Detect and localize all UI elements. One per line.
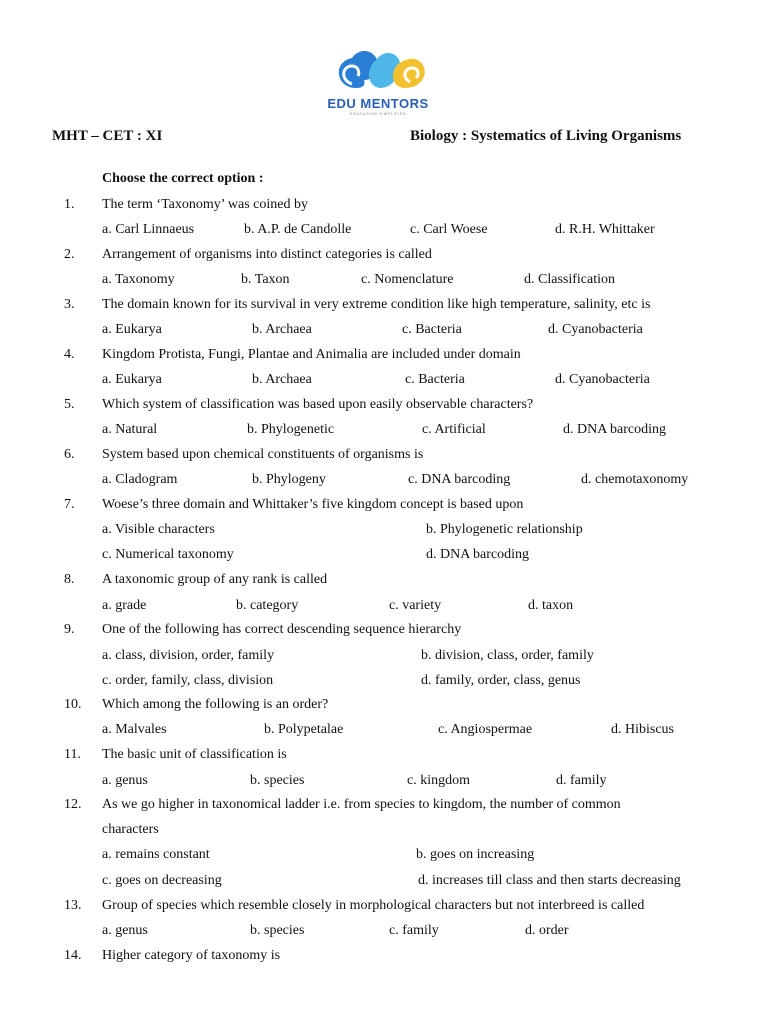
option-c: c. variety [389, 598, 442, 613]
logo-tagline: EDUCATION SIMPLIFIED [349, 111, 407, 116]
question-text: A taxonomic group of any rank is called [102, 572, 328, 587]
option-c: c. family [389, 923, 439, 938]
question-number: 14. [64, 948, 82, 963]
question-text: Arrangement of organisms into distinct categories is called [102, 247, 432, 262]
instruction: Choose the correct option : [102, 171, 264, 186]
option-d: d. family [556, 773, 607, 788]
question-text: Group of species which resemble closely in morphological characters but not interbreed is called [102, 898, 645, 913]
option-c: c. Numerical taxonomy [102, 547, 234, 562]
option-a: a. remains constant [102, 847, 210, 862]
question-number: 13. [64, 898, 82, 913]
option-b: b. Phylogenetic [247, 422, 335, 437]
header-subject: Biology : Systematics of Living Organisms [410, 128, 682, 144]
option-b: b. Phylogeny [252, 472, 326, 487]
question-number: 12. [64, 797, 82, 812]
question-number: 7. [64, 497, 75, 512]
option-d: d. R.H. Whittaker [555, 222, 655, 237]
option-d: d. Cyanobacteria [548, 322, 643, 337]
option-b: b. species [250, 773, 305, 788]
option-b: b. division, class, order, family [421, 648, 594, 663]
question-number: 6. [64, 447, 75, 462]
option-b: b. Archaea [252, 322, 312, 337]
option-d: d. Classification [524, 272, 615, 287]
option-a: a. grade [102, 598, 147, 613]
question-number: 5. [64, 397, 75, 412]
option-d: d. taxon [528, 598, 574, 613]
option-a: a. genus [102, 773, 148, 788]
option-d: d. order [525, 923, 569, 938]
question-number: 4. [64, 347, 75, 362]
option-a: a. Malvales [102, 722, 167, 737]
option-a: a. Visible characters [102, 522, 215, 537]
question-text: Kingdom Protista, Fungi, Plantae and Animalia are included under domain [102, 347, 521, 362]
option-b: b. species [250, 923, 305, 938]
option-d: d. Cyanobacteria [555, 372, 650, 387]
question-text: The domain known for its survival in very extreme condition like high temperature, salinity, etc is [102, 297, 651, 312]
option-c: c. Angiospermae [438, 722, 533, 737]
option-a: a. Eukarya [102, 322, 162, 337]
option-b: b. Taxon [241, 272, 290, 287]
question-text: One of the following has correct descending sequence hierarchy [102, 622, 462, 637]
header-exam: MHT – CET : XI [52, 128, 163, 144]
option-d: d. Hibiscus [611, 722, 674, 737]
option-d: d. chemotaxonomy [581, 472, 689, 487]
option-b: b. Archaea [252, 372, 312, 387]
question-text: Higher category of taxonomy is [102, 948, 281, 963]
question-number: 11. [64, 747, 81, 762]
option-d: d. family, order, class, genus [421, 673, 581, 688]
option-c: c. Bacteria [402, 322, 462, 337]
option-b: b. Polypetalae [264, 722, 344, 737]
question-text: Woese’s three domain and Whittaker’s five kingdom concept is based upon [102, 497, 524, 512]
option-a: a. genus [102, 923, 148, 938]
option-a: a. Eukarya [102, 372, 162, 387]
option-d: d. DNA barcoding [426, 547, 530, 562]
option-c: c. Artificial [422, 422, 486, 437]
question-number: 9. [64, 622, 75, 637]
question-text: Which among the following is an order? [102, 697, 329, 712]
option-a: a. Natural [102, 422, 158, 437]
option-c: c. Nomenclature [361, 272, 454, 287]
question-text-continued: characters [102, 822, 159, 837]
question-number: 8. [64, 572, 75, 587]
option-c: c. Carl Woese [410, 222, 488, 237]
option-d: d. increases till class and then starts decreasing [418, 873, 681, 888]
question-text: As we go higher in taxonomical ladder i.e. from species to kingdom, the number of common [102, 797, 621, 812]
question-text: The term ‘Taxonomy’ was coined by [102, 197, 308, 212]
question-number: 1. [64, 197, 75, 212]
question-number: 10. [64, 697, 82, 712]
question-number: 2. [64, 247, 75, 262]
question-text: Which system of classification was based upon easily observable characters? [102, 397, 534, 412]
option-b: b. A.P. de Candolle [244, 222, 352, 237]
option-a: a. class, division, order, family [102, 648, 275, 663]
option-a: a. Cladogram [102, 472, 178, 487]
question-text: System based upon chemical constituents of organisms is [102, 447, 424, 462]
option-b: b. category [236, 598, 299, 613]
option-d: d. DNA barcoding [563, 422, 667, 437]
option-b: b. Phylogenetic relationship [426, 522, 583, 537]
logo-brand: EDU MENTORS [327, 96, 429, 111]
option-c: c. DNA barcoding [408, 472, 511, 487]
option-b: b. goes on increasing [416, 847, 535, 862]
option-c: c. order, family, class, division [102, 673, 274, 688]
option-c: c. goes on decreasing [102, 873, 222, 888]
option-c: c. kingdom [407, 773, 470, 788]
question-number: 3. [64, 297, 75, 312]
option-a: a. Carl Linnaeus [102, 222, 195, 237]
option-a: a. Taxonomy [102, 272, 175, 287]
option-c: c. Bacteria [405, 372, 465, 387]
question-text: The basic unit of classification is [102, 747, 287, 762]
